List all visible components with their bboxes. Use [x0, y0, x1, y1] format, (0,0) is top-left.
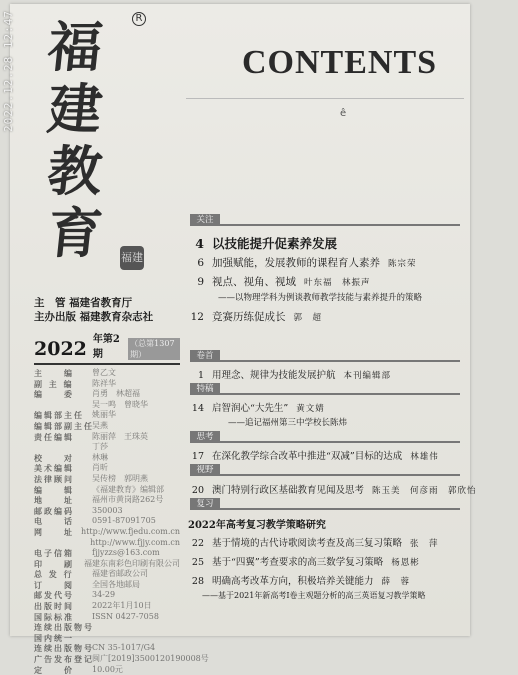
- info-row: [34, 590, 180, 601]
- logo-char-3: 教: [44, 139, 106, 203]
- page-number: 17: [191, 451, 204, 462]
- info-row: [34, 527, 180, 538]
- page-number: 4: [195, 236, 204, 251]
- capture-timestamp: 2022.12.28 12:47: [2, 10, 15, 132]
- info-value: 林琳: [92, 452, 108, 462]
- toc-entry-28-subtitle: ——基于2021年新高考Ⅰ卷主观题分析的高三英语复习教学策略: [202, 591, 426, 600]
- toc-entry-28[interactable]: [178, 573, 468, 587]
- info-value: 曾乙文: [92, 368, 116, 377]
- toc-entry-9[interactable]: [178, 274, 468, 289]
- info-row: [34, 400, 180, 411]
- info-value: 福州市黄岗路262号: [92, 495, 164, 505]
- info-row: [34, 654, 209, 665]
- info-value: 肖昕: [92, 463, 108, 473]
- issue-year: 2022: [34, 338, 87, 360]
- issue-info: [34, 330, 180, 360]
- info-row: [34, 368, 180, 379]
- section-rule: [220, 508, 460, 510]
- magazine-logo: [38, 10, 148, 280]
- logo-char-1: 福: [44, 15, 106, 79]
- entry-title: 明确高考改革方向，积极培养关键能力: [212, 576, 374, 587]
- info-row: [34, 622, 180, 633]
- entry-author: 杨恩彬: [391, 558, 420, 568]
- info-row: [34, 410, 180, 421]
- info-row: [34, 453, 180, 464]
- toc-entry-25[interactable]: [178, 554, 468, 568]
- section-tag: 复习: [190, 498, 220, 510]
- info-value: 2022年1月10日: [92, 601, 152, 611]
- info-value: http://www.fjjy.com.cn: [90, 537, 180, 547]
- info-row: [34, 474, 180, 485]
- info-label: 责任编辑: [34, 431, 74, 442]
- info-value: 0591-87091705: [92, 516, 156, 526]
- info-row: [34, 442, 180, 453]
- info-value: 《福建教育》编辑部: [92, 484, 164, 494]
- entry-title: 澳门特别行政区基础教育见闻及思考: [212, 485, 365, 496]
- info-row: [34, 432, 180, 443]
- entry-author: 陈玉美 何彦雨 郭欣怡: [372, 486, 477, 496]
- info-label: 出版时间: [34, 601, 74, 612]
- info-label: 连续出版物号: [34, 622, 94, 633]
- info-value: http://www.fjedu.com.cn: [81, 526, 180, 536]
- info-value: 吴传榜 郭明燕: [92, 473, 148, 483]
- info-row: [34, 379, 180, 390]
- info-row: [34, 612, 180, 623]
- info-row: [34, 506, 180, 517]
- info-row: [34, 580, 180, 591]
- toc-entry-4[interactable]: [178, 234, 468, 252]
- info-value: CN 35-1017/G4: [92, 643, 156, 653]
- info-label: 编 委: [34, 389, 74, 400]
- info-label: 校 对: [34, 452, 74, 463]
- info-label: 国内统一: [34, 632, 74, 643]
- info-label: 主 编: [34, 368, 74, 378]
- entry-author: 薛 蓉: [381, 577, 411, 587]
- margin-mark: ê: [340, 108, 347, 119]
- info-label: 法律顾问: [34, 473, 74, 484]
- info-label: [34, 442, 92, 453]
- info-value: 肖勇 林超福: [92, 389, 140, 399]
- entry-title: 加强赋能，发展教师的课程育人素养: [212, 257, 380, 269]
- section-tag: 特稿: [190, 383, 220, 395]
- page-number: 1: [197, 370, 204, 381]
- info-label: [34, 538, 90, 549]
- contents-column: [178, 4, 477, 636]
- issue-total: （总第1307期）: [128, 338, 180, 360]
- logo-char-4: 育: [44, 201, 106, 265]
- info-row: [34, 601, 180, 612]
- info-label: 副 主 编: [34, 378, 74, 389]
- info-value: 34-29: [92, 590, 116, 600]
- logo-seal: 福建: [120, 246, 144, 270]
- toc-entry-9-subtitle: ——以物理学科为例谈教师教学技能与素养提升的策略: [218, 293, 423, 303]
- info-label: [34, 400, 92, 411]
- section-header-shiye: [178, 464, 460, 476]
- page-number: 12: [190, 311, 204, 323]
- section-header-sikao: [178, 431, 460, 443]
- info-label: 总 发 行: [34, 569, 74, 580]
- info-value: fjjyzzs@163.com: [92, 548, 160, 558]
- section-rule: [220, 474, 460, 476]
- toc-entry-1[interactable]: [178, 367, 468, 381]
- info-row: [34, 538, 180, 549]
- info-label: 订 阅: [34, 579, 74, 590]
- info-value: [92, 633, 180, 644]
- info-label: 编 辑: [34, 484, 74, 495]
- info-label: 印 刷: [34, 558, 74, 569]
- info-label: 电 话: [34, 516, 74, 527]
- info-label: 网 址: [34, 526, 74, 537]
- section-rule: [220, 441, 460, 443]
- info-row: [34, 463, 180, 474]
- toc-entry-20[interactable]: [178, 482, 477, 496]
- info-value: 福建省邮政公司: [92, 569, 148, 579]
- entry-author: 郭 超: [293, 313, 323, 323]
- page-number: 9: [197, 276, 204, 288]
- info-value: ISSN 0427-7058: [92, 611, 159, 621]
- info-value: [92, 622, 180, 633]
- section-tag: 思考: [190, 431, 220, 443]
- info-label: 编辑部主任: [34, 410, 84, 421]
- issue-number: 年第2期: [92, 334, 120, 360]
- toc-entry-12[interactable]: [178, 309, 468, 324]
- info-label: 美术编辑: [34, 463, 74, 474]
- info-row: [34, 495, 180, 506]
- info-value: 吴燕: [92, 420, 108, 430]
- entry-author: 本刊编辑部: [343, 371, 392, 381]
- entry-title: 在深化教学综合改革中推进“双减”目标的达成: [212, 451, 403, 462]
- entry-author: 黄文婧: [296, 404, 325, 414]
- entry-title: 用理念、规律为技能发展护航: [212, 370, 336, 381]
- info-row: [34, 389, 180, 400]
- sponsor-line: 主 管 福建省教育厅: [34, 297, 133, 309]
- entry-author: 陈宗荣: [388, 259, 417, 269]
- section-header-guanzhu: [178, 214, 460, 226]
- contents-heading: CONTENTS: [242, 44, 438, 81]
- entry-title: 视点、视角、视域: [212, 276, 296, 288]
- entry-title: 竞赛历练促成长: [212, 311, 286, 323]
- heading-rule: [186, 98, 464, 99]
- info-label: 定 价: [34, 664, 74, 675]
- info-row: [34, 421, 180, 432]
- toc-entry-14[interactable]: [178, 400, 468, 414]
- info-value: 全国各地邮局: [92, 579, 140, 589]
- entry-author: 叶东福 林振声: [304, 278, 371, 288]
- section-rule: [220, 360, 460, 362]
- info-label: 编辑部副主任: [34, 420, 94, 431]
- info-row: [34, 665, 180, 675]
- toc-entry-6[interactable]: [178, 255, 468, 270]
- publisher-line: 主办出版 福建教育杂志社: [34, 311, 154, 323]
- info-value: 10.00元: [92, 664, 123, 674]
- entry-author: 林雄伟: [410, 452, 439, 462]
- page-number: 14: [191, 403, 204, 414]
- section-tag: 卷首: [190, 350, 220, 362]
- masthead-rule: [34, 363, 180, 365]
- entry-title: 基于“四翼”考查要求的高三数学复习策略: [212, 557, 384, 568]
- info-row: [34, 633, 180, 644]
- entry-author: 张 萍: [410, 539, 439, 549]
- info-value: 闽广[2019]3500120190008号: [92, 654, 209, 664]
- info-label: 国际标准: [34, 611, 74, 622]
- page-number: 22: [191, 538, 204, 549]
- info-label: 地 址: [34, 495, 74, 506]
- toc-entry-22[interactable]: [178, 535, 468, 549]
- series-title: 2022年高考复习教学策略研究: [188, 520, 326, 531]
- info-row: [34, 516, 180, 527]
- page-number: 25: [191, 557, 204, 568]
- info-value: 丁莎: [92, 442, 108, 452]
- logo-char-2: 建: [44, 77, 106, 141]
- toc-entry-14-subtitle: ——追记福州第三中学校长陈炜: [228, 418, 348, 428]
- info-value: 吴一鸣 曾晓华: [92, 399, 148, 409]
- info-label: 广告发布登记: [34, 654, 94, 665]
- info-row: [34, 485, 180, 496]
- info-value: 陈丽萍 王珠英: [92, 431, 148, 441]
- info-value: 陈祥华: [92, 378, 116, 388]
- magazine-page: [10, 4, 477, 675]
- section-tag: 视野: [190, 464, 220, 476]
- section-rule: [220, 393, 460, 395]
- entry-title: 以技能提升促素养发展: [212, 236, 338, 251]
- page-number: 20: [191, 485, 204, 496]
- toc-entry-17[interactable]: [178, 448, 468, 462]
- info-label: 邮政编码: [34, 505, 74, 516]
- info-value: 福建东南彩色印刷有限公司: [84, 558, 180, 568]
- page-number: 6: [197, 257, 204, 269]
- info-value: 姚丽华: [92, 410, 116, 420]
- info-row: [34, 569, 180, 580]
- section-header-fuxi: [178, 498, 460, 510]
- page-number: 28: [191, 576, 204, 587]
- section-header-tezhuan: [178, 383, 460, 395]
- info-value: 350003: [92, 505, 123, 515]
- entry-title: 启智润心“大先生”: [212, 403, 289, 414]
- info-label: 电子信箱: [34, 548, 74, 559]
- section-tag: 关注: [190, 214, 220, 226]
- entry-title: 基于情境的古代诗歌阅读考查及高三复习策略: [212, 538, 403, 549]
- info-label: 邮发代号: [34, 590, 74, 601]
- info-row: [34, 643, 180, 654]
- registered-mark: R: [132, 12, 146, 26]
- section-rule: [220, 224, 460, 226]
- info-row: [34, 548, 180, 559]
- info-label: 连续出版物号: [34, 643, 94, 654]
- section-header-juanshou: [178, 350, 460, 362]
- info-row: [34, 559, 180, 570]
